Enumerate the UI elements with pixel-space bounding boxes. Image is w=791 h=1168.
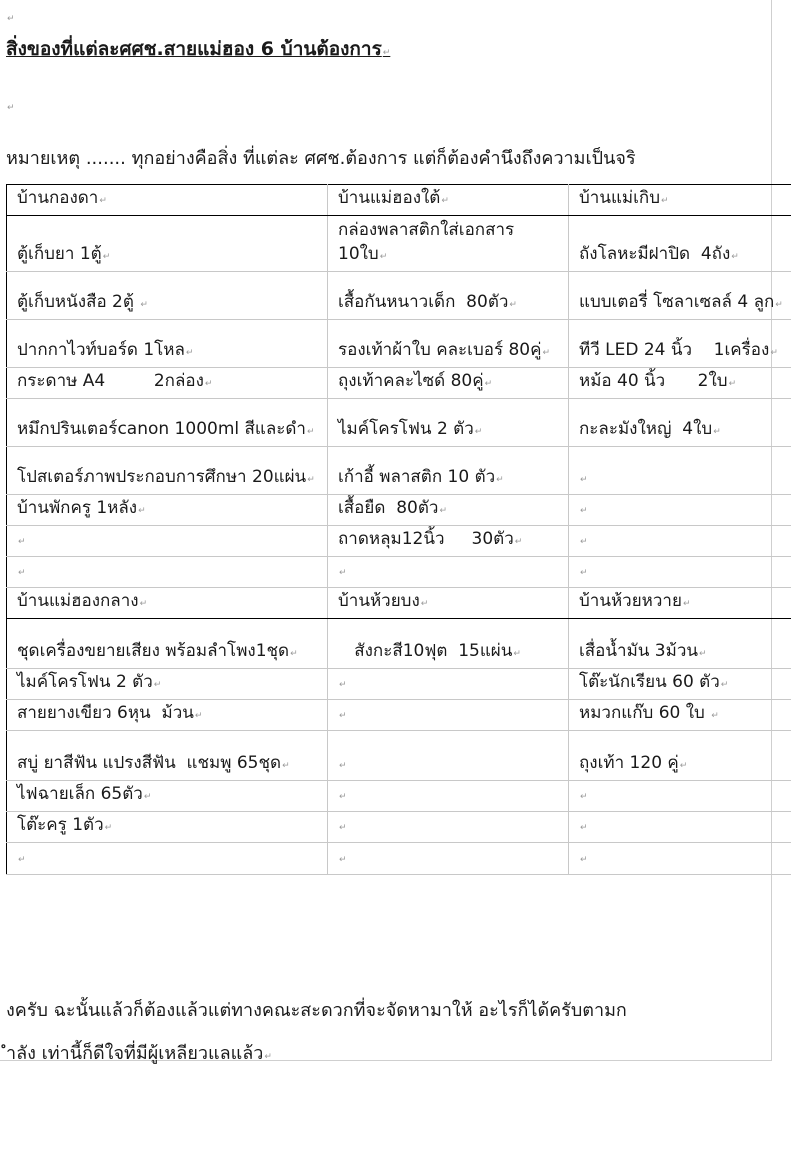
items-table [6, 184, 791, 875]
paragraph-mark: ↵ [580, 855, 588, 865]
table-row [7, 526, 791, 557]
table-row [7, 781, 791, 812]
paragraph-mark: ↵ [339, 823, 347, 833]
table-cell: ชุดเครื่องขยายเสียง พร้อมลำโพง1ชุด↵ [7, 619, 328, 669]
paragraph-mark: ↵ [339, 680, 347, 690]
table-cell: ไมค์โครโฟน 2 ตัว↵ [328, 399, 569, 447]
table-row [7, 368, 791, 399]
empty-paragraph: ↵ [7, 103, 15, 113]
paragraph-mark: ↵ [682, 599, 691, 609]
paragraph-mark: ↵ [282, 761, 290, 771]
table-cell [569, 495, 791, 526]
paragraph-mark: ↵ [104, 823, 113, 833]
table-cell: หมึกปรินเตอร์canon 1000ml สีและดำ↵ [7, 399, 328, 447]
table-row [7, 700, 791, 731]
paragraph-mark: ↵ [713, 427, 721, 437]
paragraph-mark: ↵ [441, 196, 449, 206]
table-cell: ถาดหลุม12นิ้ว 30ตัว↵ [328, 526, 569, 557]
table-cell [328, 781, 569, 812]
table-cell: รองเท้าผ้าใบ คละเบอร์ 80คู่↵ [328, 320, 569, 368]
table-cell: สังกะสี10ฟุต 15แผ่น↵ [328, 619, 569, 669]
paragraph-mark: ↵ [496, 475, 504, 485]
table-cell: เสื้อกันหนาวเด็ก 80ตัว↵ [328, 272, 569, 320]
village-header-cell: บ้านแม่ฮองใต้↵ [328, 185, 569, 216]
closing-paragraph-line-1: งครับ ฉะนั้นแล้วก็ต้องแล้วแต่ทางคณะสะดวกที่จะจัดหามาให้ อะไรก็ได้ครับตามก [6, 1000, 627, 1021]
village-header-cell: บ้านแม่ฮองกลาง↵ [7, 588, 328, 619]
table-row [7, 216, 791, 272]
paragraph-mark: ↵ [661, 196, 669, 206]
paragraph-mark: ↵ [698, 649, 707, 659]
table-row [7, 495, 791, 526]
table-row [7, 399, 791, 447]
table-cell: โต๊ะครู 1ตัว↵ [7, 812, 328, 843]
paragraph-mark: ↵ [580, 475, 588, 485]
table-cell: สบู่ ยาสีฟัน แปรงสีฟัน แชมพู 65ชุด↵ [7, 731, 328, 781]
table-cell: ทีวี LED 24 นิ้ว 1เครื่อง↵ [569, 320, 791, 368]
empty-paragraph: ↵ [7, 14, 15, 24]
paragraph-mark: ↵ [580, 823, 588, 833]
table-cell [569, 557, 791, 588]
table-cell [7, 557, 328, 588]
table-cell [328, 557, 569, 588]
table-cell: ไฟฉายเล็ก 65ตัว↵ [7, 781, 328, 812]
paragraph-mark: ↵ [339, 761, 347, 771]
paragraph-mark: ↵ [379, 252, 388, 262]
table-cell [328, 669, 569, 700]
paragraph-mark: ↵ [290, 649, 298, 659]
table-cell [328, 731, 569, 781]
paragraph-mark: ↵ [775, 300, 783, 310]
paragraph-mark: ↵ [513, 649, 521, 659]
table-cell: บ้านพักครู 1หลัง↵ [7, 495, 328, 526]
paragraph-mark: ↵ [731, 252, 739, 262]
paragraph-mark: ↵ [18, 537, 26, 547]
table-cell: ตู้เก็บหนังสือ 2ตู้ ↵ [7, 272, 328, 320]
table-cell: ถุงเท้าคละไซด์ 80คู่↵ [328, 368, 569, 399]
table-cell: ไมค์โครโฟน 2 ตัว↵ [7, 669, 328, 700]
table-row [7, 669, 791, 700]
paragraph-mark: ↵ [143, 792, 152, 802]
village-header-cell: บ้านกองดา↵ [7, 185, 328, 216]
closing-paragraph-line-2: ำลัง เท่านี้ก็ดีใจที่มีผู้เหลียวแลแล้ว↵ [6, 1043, 272, 1064]
table-row [7, 731, 791, 781]
paragraph-mark: ↵ [339, 855, 347, 865]
paragraph-mark: ↵ [153, 680, 162, 690]
paragraph-mark: ↵ [339, 711, 347, 721]
table-cell: กะละมังใหญ่ 4ใบ↵ [569, 399, 791, 447]
paragraph-mark: ↵ [307, 475, 315, 485]
table-cell: กล่องพลาสติกใส่เอกสาร 10ใบ↵ [328, 216, 569, 272]
paragraph-mark: ↵ [18, 568, 26, 578]
table-cell [569, 526, 791, 557]
paragraph-mark: ↵ [580, 568, 588, 578]
table-cell: เก้าอี้ พลาสติก 10 ตัว↵ [328, 447, 569, 495]
table-cell: ถุงเท้า 120 คู่↵ [569, 731, 791, 781]
paragraph-mark: ↵ [420, 599, 429, 609]
table-row [7, 812, 791, 843]
table-cell [328, 843, 569, 875]
paragraph-mark: ↵ [18, 855, 26, 865]
table-cell: เสื่อน้ำมัน 3ม้วน↵ [569, 619, 791, 669]
paragraph-mark: ↵ [580, 792, 588, 802]
document-title: สิ่งของที่แต่ละศศช.สายแม่ฮอง 6 บ้านต้องการ↵ [6, 38, 391, 60]
table-cell: กระดาษ A4 2กล่อง↵ [7, 368, 328, 399]
table-cell: โปสเตอร์ภาพประกอบการศึกษา 20แผ่น↵ [7, 447, 328, 495]
paragraph-mark: ↵ [204, 379, 213, 389]
paragraph-mark: ↵ [99, 196, 107, 206]
table-cell [569, 812, 791, 843]
table-header-row [7, 588, 791, 619]
paragraph-mark: ↵ [711, 711, 719, 721]
table-cell [569, 781, 791, 812]
village-header-cell: บ้านห้วยบง↵ [328, 588, 569, 619]
table-cell [328, 700, 569, 731]
table-cell: ตู้เก็บยา 1ตู้↵ [7, 216, 328, 272]
paragraph-mark: ↵ [138, 506, 146, 516]
table-cell: แบบเตอรี่ โซลาเซลล์ 4 ลูก↵ [569, 272, 791, 320]
table-row [7, 272, 791, 320]
paragraph-mark: ↵ [720, 680, 729, 690]
village-header-cell: บ้านแม่เกิบ↵ [569, 185, 791, 216]
table-cell [569, 447, 791, 495]
paragraph-mark: ↵ [679, 761, 688, 771]
table-cell [7, 526, 328, 557]
table-header-row [7, 185, 791, 216]
paragraph-mark: ↵ [542, 348, 551, 358]
table-cell [569, 843, 791, 875]
paragraph-mark: ↵ [770, 348, 778, 358]
table-cell: ถังโลหะมีฝาปิด 4ถัง↵ [569, 216, 791, 272]
paragraph-mark: ↵ [339, 568, 347, 578]
paragraph-mark: ↵ [102, 252, 111, 262]
paragraph-mark: ↵ [439, 506, 447, 516]
table-row [7, 320, 791, 368]
table-cell: หม้อ 40 นิ้ว 2ใบ↵ [569, 368, 791, 399]
paragraph-mark: ↵ [306, 427, 315, 437]
paragraph-mark: ↵ [140, 300, 148, 310]
table-row [7, 557, 791, 588]
table-cell: โต๊ะนักเรียน 60 ตัว↵ [569, 669, 791, 700]
paragraph-mark: ↵ [139, 599, 148, 609]
village-header-cell: บ้านห้วยหวาย↵ [569, 588, 791, 619]
paragraph-mark: ↵ [194, 711, 203, 721]
table-row [7, 619, 791, 669]
table-cell: สายยางเขียว 6หุน ม้วน↵ [7, 700, 328, 731]
paragraph-mark: ↵ [514, 537, 523, 547]
table-cell [328, 812, 569, 843]
paragraph-mark: ↵ [339, 792, 347, 802]
table-row [7, 843, 791, 875]
paragraph-mark: ↵ [580, 506, 588, 516]
note-paragraph: หมายเหตุ ....... ทุกอย่างคือสิ่ง ที่แต่ละ ศศช.ต้องการ แต่ก็ต้องคำนึงถึงความเป็นจริ [6, 148, 636, 169]
paragraph-mark: ↵ [474, 427, 483, 437]
table-cell [7, 843, 328, 875]
table-cell: ปากกาไวท์บอร์ด 1โหล↵ [7, 320, 328, 368]
table-row [7, 447, 791, 495]
paragraph-mark: ↵ [185, 348, 194, 358]
paragraph-mark: ↵ [580, 537, 588, 547]
paragraph-mark: ↵ [509, 300, 517, 310]
paragraph-mark: ↵ [728, 379, 737, 389]
table-cell: หมวกแก๊บ 60 ใบ ↵ [569, 700, 791, 731]
paragraph-mark: ↵ [484, 379, 493, 389]
table-cell: เสื้อยืด 80ตัว↵ [328, 495, 569, 526]
